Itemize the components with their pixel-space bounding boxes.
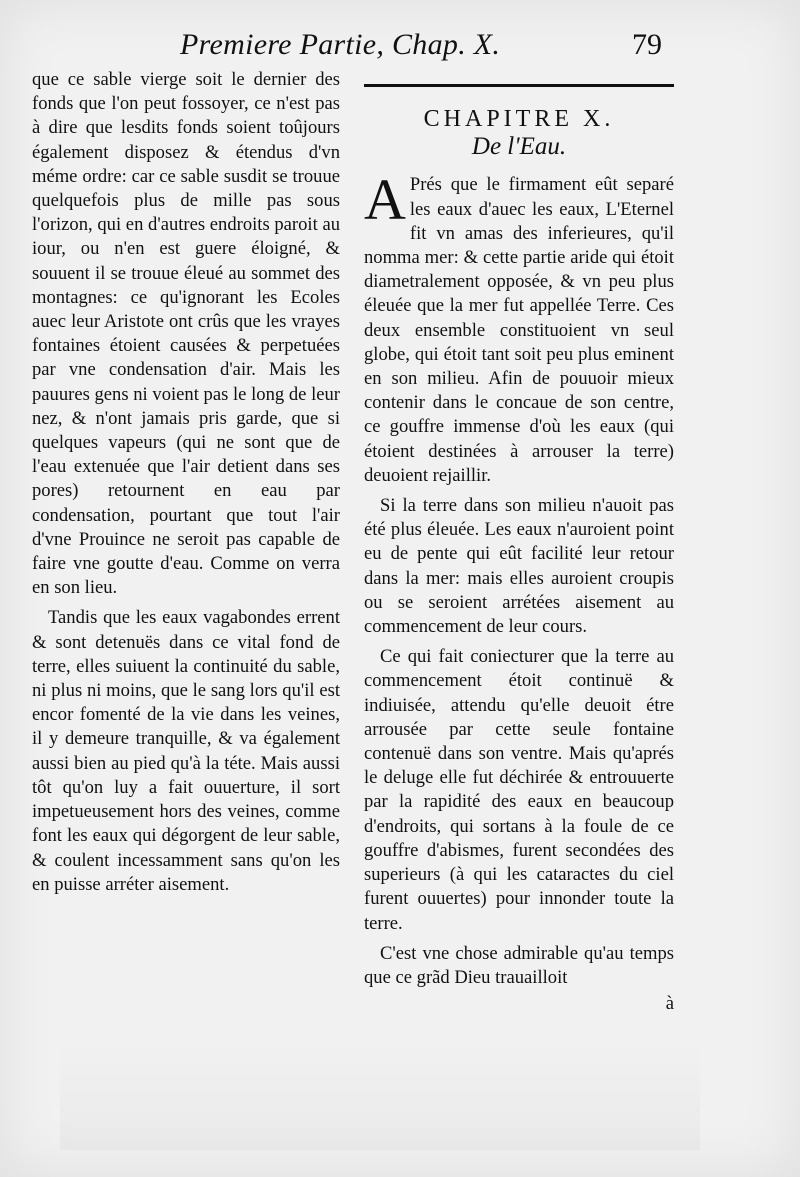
- right-text-column: [364, 68, 674, 1016]
- right-paragraph-1: APrés que le firmament eût separé les eaux d'auec les eaux, L'Eternel fit vn amas des inferieures, qu'il nomma mer: & cette partie aride qui étoit diametralement opposée, & vn peu plus éleuée que la mer fut appellée Terre. Ces deux ensemble constituoient vn seul globe, qui étoit tant soit peu plus eminent en son milieu. Afin de pouuoir mieux contenir dans le concaue de son centre, ce gouffre immense d'où les eaux (qui étoient destinées à arrouser la terre) deuoient rejaillir.: [364, 167, 674, 486]
- chapter-rule: [364, 84, 674, 87]
- running-head: Premiere Partie, Chap. X.: [180, 28, 501, 61]
- chapter-title: CHAPITRE X.: [423, 106, 615, 132]
- left-text-column: [32, 68, 340, 897]
- right-paragraph-2: Si la terre dans son milieu n'auoit pas été plus éleuée. Les eaux n'auroient point eu de pente qui eût facilité leur retour dans la mer: mais elles auroient croupis ou se seroient arrétées aisement au commencement de leur cours.: [364, 495, 674, 638]
- page-number: 79: [632, 28, 662, 61]
- catchword: à: [665, 993, 674, 1015]
- show-through-shadow: [60, 1040, 700, 1150]
- right-paragraph-3: Ce qui fait coniecturer que la terre au commencement étoit continuë & indiuisée, attendu qu'elle deuoit étre arrousée par cette seule fontaine contenuë dans son ventre. Mais qu'aprés le deluge elle fut déchirée & entrouuerte par la rapidité des eaux en beaucoup d'endroits, qui sortans à la foule de ce gouffre d'abismes, furent secondées des superieurs (à qui les cataractes du ciel furent ouuertes) pour innonder toute la terre.: [364, 646, 674, 934]
- left-paragraph-2: Tandis que les eaux vagabondes errent & sont detenuës dans ce vital fond de terre, elles suiuent la continuité du sable, ni plus ni moins, que le sang lors qu'il est encor fomenté de la vie dans les veines, il y demeure tranquille, & va également aussi bien au pied qu'à la téte. Mais aussi tôt qu'on luy a fait ouuerture, il sort impetueusement hors des veines, comme font les eaux qui dégorgent de leur sable, & coulent incessamment sans qu'on les en puisse arréter aisement.: [32, 607, 340, 895]
- chapter-subtitle: De l'Eau.: [471, 133, 567, 161]
- left-paragraph-1: que ce sable vierge soit le dernier des fonds que l'on peut fossoyer, ce n'est pas à dire que lesdits fonds soient toûjours également disposez & étendus d'vn méme ordre: car ce sable susdit se trouue quelquefois plus de mille pas sous l'orizon, qui en d'autres endroits paroit au iour, ou n'en est guere éloigné, & souuent il se trouue éleué au sommet des montagnes: ce qu'ignorant les Ecoles auec leur Aristote ont crûs que les vrayes fontaines étoient causées & perpetuées par vne condensation d'air. Mais les pauures gens ni voient pas le long de leur nez, & n'ont jamais pris garde, que si quelques vapeurs (qui ne sont que de l'eau extenuée que l'air detient dans ses pores) retournent en eau par condensation, pourtant que tout l'air d'vne Prouince ne seroit pas capable de faire vne goutte d'eau. Comme on verra en son lieu.: [32, 69, 340, 599]
- right-paragraph-4: C'est vne chose admirable qu'au temps que ce grãd Dieu trauailloit: [364, 942, 674, 988]
